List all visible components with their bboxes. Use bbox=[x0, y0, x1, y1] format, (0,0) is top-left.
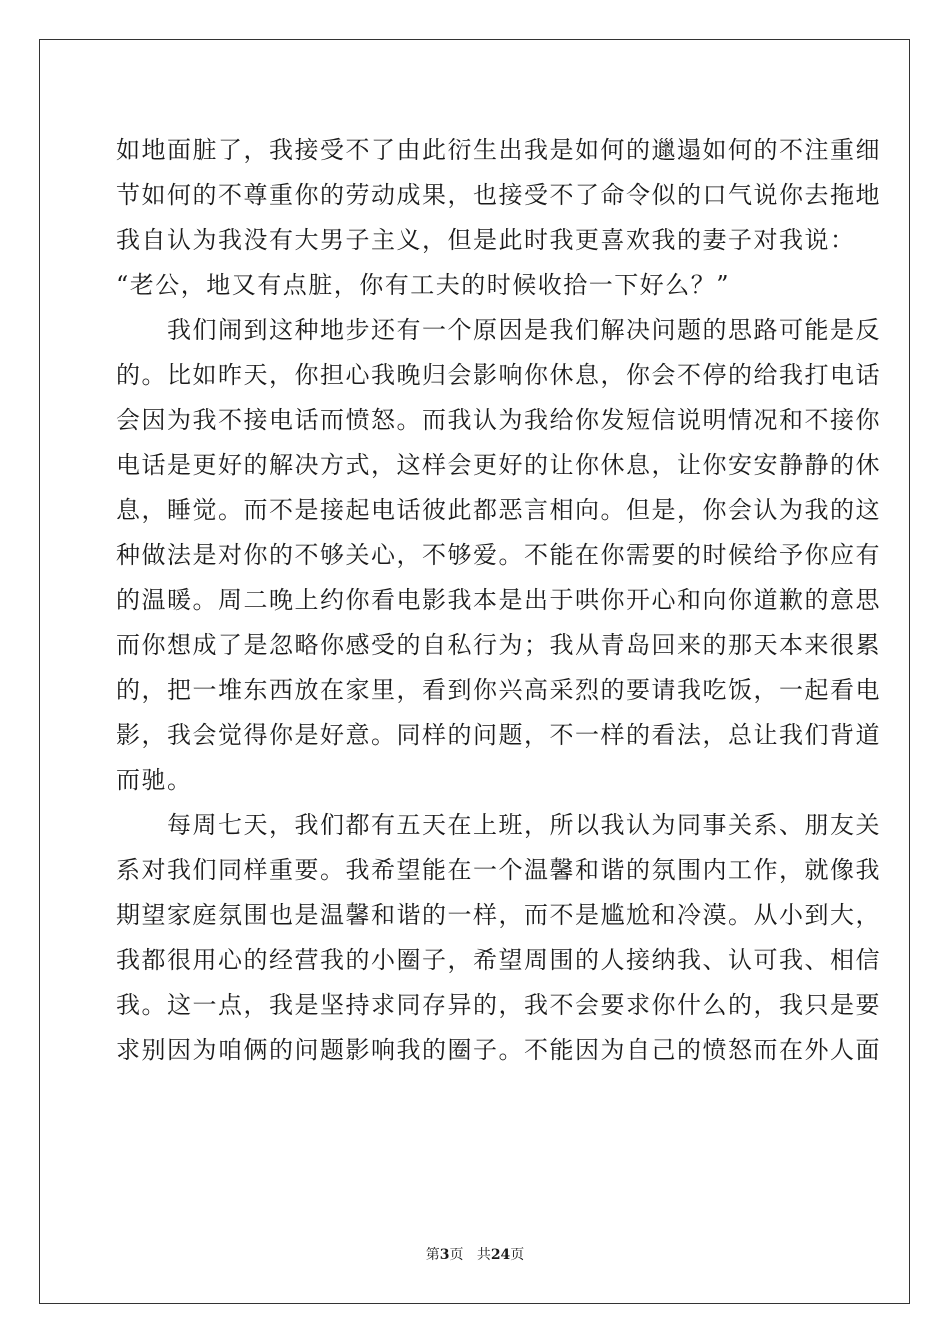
text-line: 我。这一点，我是坚持求同存异的，我不会要求你什么的，我只是要 bbox=[116, 991, 881, 1019]
text-line: “老公，地又有点脏，你有工夫的时候收拾一下好么？” bbox=[116, 271, 731, 299]
text-line: 每周七天，我们都有五天在上班，所以我认为同事关系、朋友关 bbox=[116, 811, 881, 839]
total-suffix: 页 bbox=[510, 1247, 525, 1263]
text-line: 会因为我不接电话而愤怒。而我认为我给你发短信说明情况和不接你 bbox=[116, 406, 881, 434]
text-line: 的温暖。周二晚上约你看电影我本是出于哄你开心和向你道歉的意思 bbox=[116, 586, 881, 614]
page-prefix: 第 bbox=[425, 1247, 440, 1263]
text-line: 电话是更好的解决方式，这样会更好的让你休息，让你安安静静的休 bbox=[116, 451, 881, 479]
document-body bbox=[116, 128, 881, 1073]
text-line: 而驰。 bbox=[116, 766, 193, 794]
text-line: 我都很用心的经营我的小圈子，希望周围的人接纳我、认可我、相信 bbox=[116, 946, 881, 974]
text-line: 息，睡觉。而不是接起电话彼此都恶言相向。但是，你会认为我的这 bbox=[116, 496, 881, 524]
total-pages: 24 bbox=[490, 1247, 511, 1263]
page-suffix: 页 bbox=[449, 1247, 464, 1263]
page-number: 3 bbox=[439, 1247, 450, 1263]
page-footer bbox=[0, 1246, 950, 1264]
text-line: 的，把一堆东西放在家里，看到你兴高采烈的要请我吃饭，一起看电 bbox=[116, 676, 881, 704]
text-line: 如地面脏了，我接受不了由此衍生出我是如何的邋遢如何的不注重细 bbox=[116, 136, 881, 164]
text-line: 种做法是对你的不够关心，不够爱。不能在你需要的时候给予你应有 bbox=[116, 541, 881, 569]
text-line: 求别因为咱俩的问题影响我的圈子。不能因为自己的愤怒而在外人面 bbox=[116, 1036, 881, 1064]
text-line: 我自认为我没有大男子主义，但是此时我更喜欢我的妻子对我说： bbox=[116, 226, 856, 254]
text-line: 而你想成了是忽略你感受的自私行为；我从青岛回来的那天本来很累 bbox=[116, 631, 881, 659]
text-line: 我们闹到这种地步还有一个原因是我们解决问题的思路可能是反 bbox=[116, 316, 881, 344]
text-line: 的。比如昨天，你担心我晚归会影响你休息，你会不停的给我打电话 bbox=[116, 361, 881, 389]
text-line: 期望家庭氛围也是温馨和谐的一样，而不是尴尬和冷漠。从小到大， bbox=[116, 901, 881, 929]
text-line: 系对我们同样重要。我希望能在一个温馨和谐的氛围内工作，就像我 bbox=[116, 856, 881, 884]
text-line: 节如何的不尊重你的劳动成果，也接受不了命令似的口气说你去拖地 bbox=[116, 181, 881, 209]
total-prefix: 共 bbox=[476, 1247, 491, 1263]
text-line: 影，我会觉得你是好意。同样的问题，不一样的看法，总让我们背道 bbox=[116, 721, 881, 749]
